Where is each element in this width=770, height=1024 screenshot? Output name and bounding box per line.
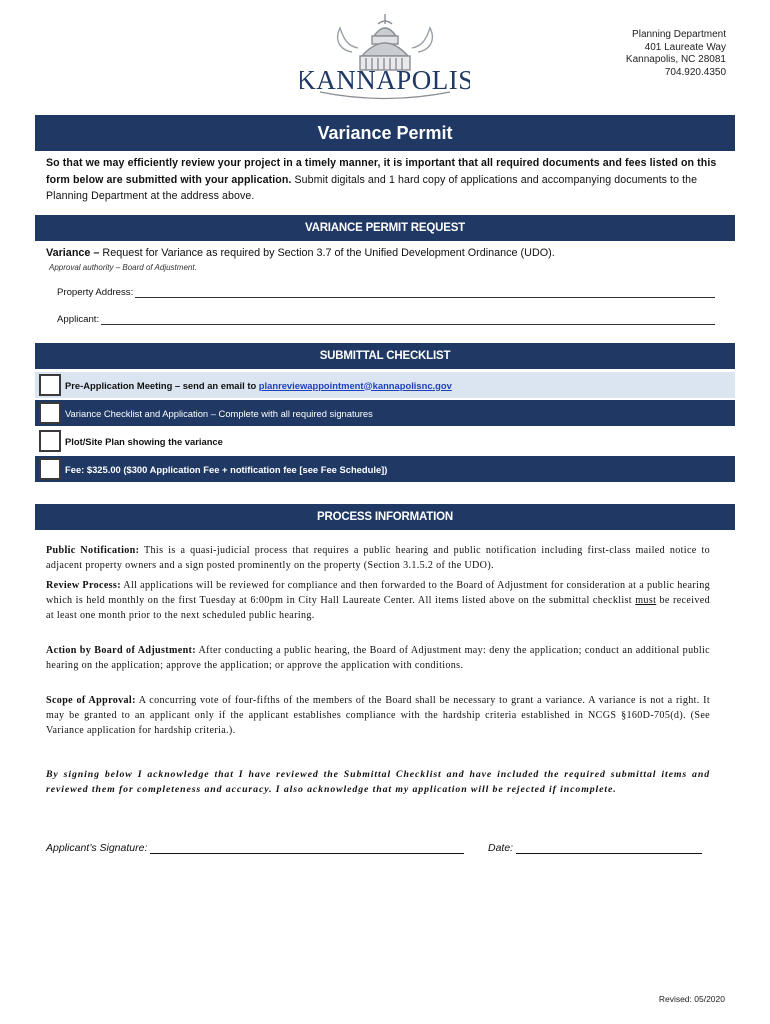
applicant-signature-field[interactable] [150, 841, 464, 854]
checklist-item-site-plan [35, 428, 735, 454]
action-paragraph [46, 643, 710, 673]
address-line: Kannapolis, NC 28081 [625, 54, 726, 65]
variance-text: Request for Variance as required by Section 3.7 of the Unified Development Ordinance (UDO). [99, 247, 555, 259]
public-notification-label: Public Notification: [46, 545, 140, 556]
property-address-row [57, 284, 715, 298]
checklist-item-label: Plot/Site Plan showing the variance [65, 435, 223, 447]
checklist-item-label: Variance Checklist and Application – Complete with all required signatures [65, 407, 373, 419]
intro-bold-text: So that we may efficiently review your project in a timely manner, it is important that all required documents and fees listed on this form below are submitted with your application. [46, 157, 717, 186]
checklist-item-label: Fee: $325.00 ($300 Application Fee + notification fee [see Fee Schedule]) [65, 463, 388, 475]
section-heading-checklist: SUBMITTAL CHECKLIST [35, 343, 735, 369]
address-line: 401 Laureate Way [644, 41, 726, 53]
action-label: Action by Board of Adjustment: [46, 645, 196, 656]
checkbox-application[interactable] [39, 402, 61, 424]
review-process-paragraph [46, 578, 710, 623]
checkbox-fee[interactable] [39, 458, 61, 480]
checklist-item-text: Pre-Application Meeting – send an email to [65, 379, 259, 391]
checklist-item-application [35, 400, 735, 426]
checklist-item-fee [35, 456, 735, 482]
city-logo [300, 10, 470, 102]
department-address [626, 29, 726, 79]
checklist-item-label [64, 380, 452, 391]
scope-label: Scope of Approval: [46, 695, 136, 706]
checkbox-pre-application[interactable] [39, 374, 61, 396]
address-line: Planning Department [632, 29, 726, 40]
variance-description [46, 247, 555, 259]
section-heading-process: PROCESS INFORMATION [35, 504, 735, 530]
property-address-field[interactable] [135, 287, 715, 298]
intro-text: Submit digitals and 1 hard copy of applications and accompanying documents to the Planning Department at the address above. [46, 173, 698, 203]
review-process-text-end: be received at least one month prior to the next scheduled public hearing. [46, 595, 710, 621]
review-process-emphasis: must [635, 595, 657, 606]
intro-paragraph [46, 155, 730, 205]
scope-paragraph [46, 693, 710, 738]
applicant-row [57, 311, 715, 325]
applicant-signature-label: Applicant’s Signature: [46, 842, 148, 854]
action-text: After conducting a public hearing, the Board of Adjustment may: deny the application; conduct an additional public hearing on the application; approve the application; or approve the application with conditions. [46, 645, 710, 671]
applicant-field[interactable] [101, 314, 715, 325]
checkbox-site-plan[interactable] [39, 430, 61, 452]
revision-date: Revised: 05/2020 [658, 994, 725, 1004]
checklist-item-pre-application [35, 372, 735, 398]
approval-authority: Approval authority – Board of Adjustment. [49, 263, 197, 272]
logo-wordmark: KANNAPOLIS [300, 65, 470, 95]
review-process-text: All applications will be reviewed for compliance and then forwarded to the Board of Adjustment for consideration at a public hearing which is held monthly on the first Tuesday at 6:00pm in City Hall Laureate Center. All items listed above on the submittal checklist [46, 580, 710, 606]
section-heading-request: VARIANCE PERMIT REQUEST [35, 215, 735, 241]
email-link[interactable]: planreviewappointment@kannapolisnc.gov [258, 379, 452, 391]
date-label: Date: [488, 842, 514, 854]
public-notification-paragraph [46, 543, 710, 573]
capitol-dome-icon [300, 10, 470, 102]
variance-label: Variance – [46, 247, 100, 259]
applicant-signature-row [46, 838, 464, 854]
scope-text: A concurring vote of four-fifths of the members of the Board shall be necessary to grant a variance. A variance is not a right. It may be granted to an applicant only if the applicant establishes compliance with the hardship criteria established in NCGS §160D-705(d). (See Variance application for hardship criteria.). [46, 695, 710, 736]
address-line: 704.920.4350 [664, 66, 726, 78]
public-notification-text: This is a quasi-judicial process that requires a public hearing and public notification including first-class mailed notice to adjacent property owners and a sign posted prominently on the property (Section 3.1.5.2 of the UDO). [46, 545, 710, 571]
review-process-label: Review Process: [46, 580, 121, 591]
page-title: Variance Permit [35, 115, 735, 151]
property-address-label: Property Address: [57, 287, 134, 298]
date-row [488, 838, 702, 854]
date-field[interactable] [516, 841, 702, 854]
applicant-label: Applicant: [57, 314, 100, 325]
acknowledgement-statement: By signing below I acknowledge that I have reviewed the Submittal Checklist and have included the required submittal items and reviewed them for completeness and accuracy. I also acknowledge that my application will be rejected if incomplete. [46, 769, 710, 795]
